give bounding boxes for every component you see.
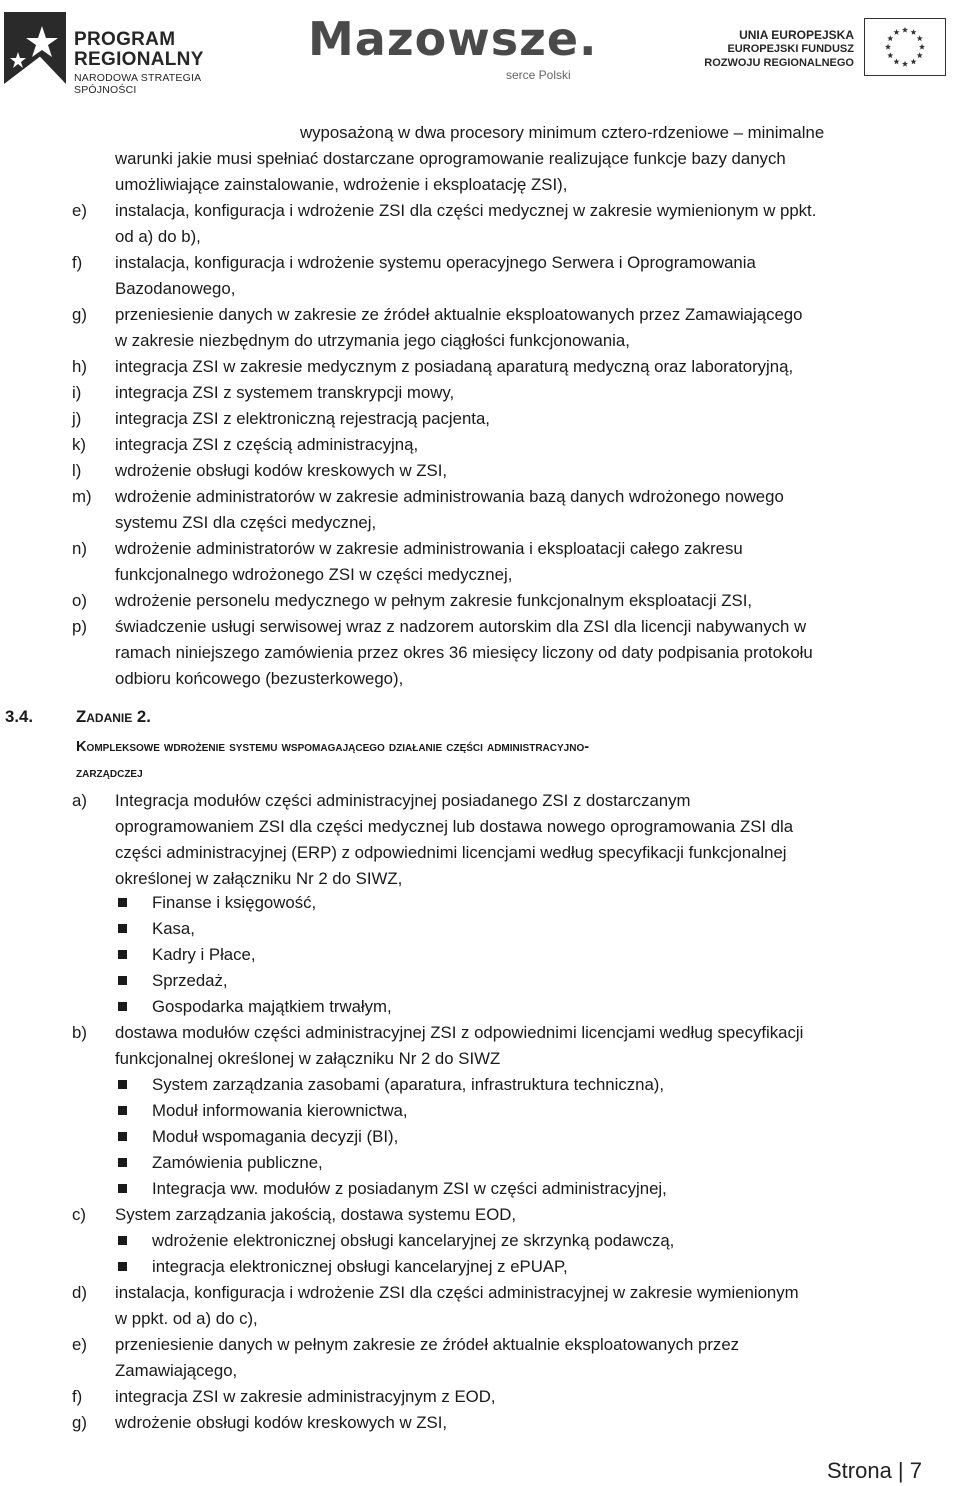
bullet-item: Sprzedaż, — [152, 971, 228, 990]
eu-star-icon — [917, 35, 923, 41]
list-item-line: integracja ZSI z systemem transkrypcji mowy, — [115, 383, 455, 402]
list-item-line: instalacja, konfiguracja i wdrożenie ZSI dla części medycznej w zakresie wymienionym w ppkt. — [115, 201, 817, 220]
list-item-line: świadczenie usługi serwisowej wraz z nadzorem autorskim dla ZSI dla licencji nabywanych w — [115, 617, 807, 636]
section-title-line1: Kompleksowe wdrożenie systemu wspomagającego działanie części administracyjno- — [76, 739, 590, 755]
list-item-line: dostawa modułów części administracyjnej ZSI z odpowiednimi licencjami według specyfikacji — [115, 1023, 804, 1042]
list-item-line: przeniesienie danych w pełnym zakresie ze źródeł aktualnie eksploatowanych przez — [115, 1335, 740, 1354]
bullet-item: Kadry i Płace, — [152, 945, 256, 964]
square-bullet-icon — [118, 1262, 127, 1271]
list-label: g) — [72, 305, 87, 324]
mazowsze-logo — [308, 12, 598, 88]
page-number: Strona | 7 — [827, 1458, 922, 1483]
list-label: o) — [72, 591, 87, 610]
bullet-item: Gospodarka majątkiem trwałym, — [152, 997, 392, 1016]
eu-star-icon — [887, 52, 893, 58]
program-title — [74, 30, 204, 70]
square-bullet-icon — [118, 1184, 127, 1193]
list-label: e) — [72, 201, 87, 220]
program-title-line2: REGIONALNY — [74, 49, 204, 70]
eu-star-icon — [893, 29, 899, 35]
list-label: m) — [72, 487, 92, 506]
eu-star-icon — [902, 61, 908, 67]
list-label: h) — [72, 357, 87, 376]
eu-star-icon — [910, 29, 916, 35]
eu-logo — [700, 14, 950, 74]
eu-flag-icon — [864, 18, 946, 76]
square-bullet-icon — [118, 1158, 127, 1167]
list-label: n) — [72, 539, 87, 558]
bullet-item: Integracja ww. modułów z posiadanym ZSI w części administracyjnej, — [152, 1179, 667, 1198]
square-bullet-icon — [118, 1106, 127, 1115]
list-label: f) — [72, 1387, 83, 1406]
list-label: g) — [72, 1413, 87, 1432]
intro-line: wyposażoną w dwa procesory minimum cztero-rdzeniowe – minimalne — [300, 123, 825, 142]
list-label: c) — [72, 1205, 86, 1224]
list-item-line: Integracja modułów części administracyjnej posiadanego ZSI z dostarczanym — [115, 791, 691, 810]
list-label: k) — [72, 435, 86, 454]
list-item-line: wdrożenie administratorów w zakresie administrowania i eksploatacji całego zakresu — [115, 539, 743, 558]
mazowsze-tagline: serce Polski — [506, 68, 571, 82]
program-subtitle: NARODOWA STRATEGIA SPÓJNOŚCI — [74, 72, 201, 96]
square-bullet-icon — [118, 924, 127, 933]
list-item-line: instalacja, konfiguracja i wdrożenie ZSI dla części administracyjnej w zakresie wymienionym — [115, 1283, 799, 1302]
list-item-line: określonej w załączniku Nr 2 do SIWZ, — [115, 869, 403, 888]
eu-star-icon — [885, 44, 891, 50]
list-item-line: wdrożenie obsługi kodów kreskowych w ZSI, — [115, 461, 448, 480]
list-label: d) — [72, 1283, 87, 1302]
list-item-line: części administracyjnej (ERP) z odpowiednimi licencjami według specyfikacji funkcjonalnej — [115, 843, 787, 862]
program-regionalny-logo — [4, 10, 254, 96]
eu-line2: EUROPEJSKI FUNDUSZ — [727, 43, 854, 55]
bullet-item: Moduł informowania kierownictwa, — [152, 1101, 408, 1120]
list-item-line: Bazodanowego, — [115, 279, 236, 298]
list-label: f) — [72, 253, 83, 272]
bullet-item: System zarządzania zasobami (aparatura, infrastruktura techniczna), — [152, 1075, 665, 1094]
eu-star-icon — [917, 52, 923, 58]
list-label: e) — [72, 1335, 87, 1354]
list-item-line: System zarządzania jakością, dostawa systemu EOD, — [115, 1205, 517, 1224]
list-item-line: w zakresie niezbędnym do utrzymania jego ciągłości funkcjonowania, — [115, 331, 630, 350]
bullet-item: Kasa, — [152, 919, 195, 938]
eu-star-icon — [902, 27, 908, 33]
eu-star-icon — [910, 59, 916, 65]
list-item-line: integracja ZSI z częścią administracyjną, — [115, 435, 419, 454]
square-bullet-icon — [118, 1236, 127, 1245]
list-label: i) — [72, 383, 82, 402]
list-item-line: oprogramowaniem ZSI dla części medycznej lub dostawa nowego oprogramowania ZSI dla — [115, 817, 794, 836]
section-title-line2: zarządczej — [76, 765, 143, 781]
eu-star-icon — [919, 44, 925, 50]
square-bullet-icon — [118, 1132, 127, 1141]
list-label: p) — [72, 617, 87, 636]
list-item-line: Zamawiającego, — [115, 1361, 238, 1380]
list-item-line: integracja ZSI z elektroniczną rejestracją pacjenta, — [115, 409, 490, 428]
list-item-line: integracja ZSI w zakresie medycznym z posiadaną aparaturą medyczną oraz laboratoryjną, — [115, 357, 794, 376]
program-title-line1: PROGRAM — [74, 29, 176, 50]
list-label: j) — [72, 409, 82, 428]
list-label: l) — [72, 461, 82, 480]
list-item-line: wdrożenie obsługi kodów kreskowych w ZSI, — [115, 1413, 448, 1432]
eu-text — [704, 28, 854, 70]
intro-line: warunki jakie musi spełniać dostarczane oprogramowanie realizujące funkcje bazy danych — [115, 149, 786, 168]
list-item-line: funkcjonalnego wdrożonego ZSI w części medycznej, — [115, 565, 513, 584]
square-bullet-icon — [118, 1080, 127, 1089]
square-bullet-icon — [118, 898, 127, 907]
list-item-line: odbioru końcowego (bezusterkowego), — [115, 669, 404, 688]
bullet-item: Moduł wspomagania decyzji (BI), — [152, 1127, 399, 1146]
page-header — [0, 0, 960, 100]
section-number: 3.4. — [5, 707, 33, 726]
square-bullet-icon — [118, 976, 127, 985]
list-item-line: w ppkt. od a) do c), — [115, 1309, 258, 1328]
bullet-item: integracja elektronicznej obsługi kancelaryjnej z ePUAP, — [152, 1257, 568, 1276]
star-emblem-icon — [4, 12, 66, 84]
list-item-line: integracja ZSI w zakresie administracyjnym z EOD, — [115, 1387, 496, 1406]
eu-star-icon — [887, 35, 893, 41]
list-item-line: przeniesienie danych w zakresie ze źródeł aktualnie eksploatowanych przez Zamawiającego — [115, 305, 803, 324]
section-heading: Zadanie 2. — [76, 707, 151, 726]
eu-star-icon — [893, 59, 899, 65]
list-item-line: systemu ZSI dla części medycznej, — [115, 513, 377, 532]
intro-line: umożliwiające zainstalowanie, wdrożenie i eksploatację ZSI), — [115, 175, 568, 194]
list-item-line: wdrożenie personelu medycznego w pełnym zakresie funkcjonalnym eksploatacji ZSI, — [115, 591, 753, 610]
eu-line3: ROZWOJU REGIONALNEGO — [704, 57, 854, 69]
list-item-line: od a) do b), — [115, 227, 201, 246]
list-item-line: wdrożenie administratorów w zakresie administrowania bazą danych wdrożonego nowego — [115, 487, 784, 506]
eu-line1: UNIA EUROPEJSKA — [739, 28, 854, 42]
list-label: b) — [72, 1023, 87, 1042]
square-bullet-icon — [118, 1002, 127, 1011]
bullet-item: Zamówienia publiczne, — [152, 1153, 323, 1172]
bullet-item: wdrożenie elektronicznej obsługi kancelaryjnej ze skrzynką podawczą, — [152, 1231, 675, 1250]
list-label: a) — [72, 791, 87, 810]
list-item-line: instalacja, konfiguracja i wdrożenie systemu operacyjnego Serwera i Oprogramowania — [115, 253, 756, 272]
bullet-item: Finanse i księgowość, — [152, 893, 317, 912]
list-item-line: ramach niniejszego zamówienia przez okres 36 miesięcy liczony od daty podpisania protokołu — [115, 643, 813, 662]
list-item-line: funkcjonalnej określonej w załączniku Nr 2 do SIWZ — [115, 1049, 501, 1068]
mazowsze-name: Mazowsze. — [308, 12, 598, 66]
square-bullet-icon — [118, 950, 127, 959]
